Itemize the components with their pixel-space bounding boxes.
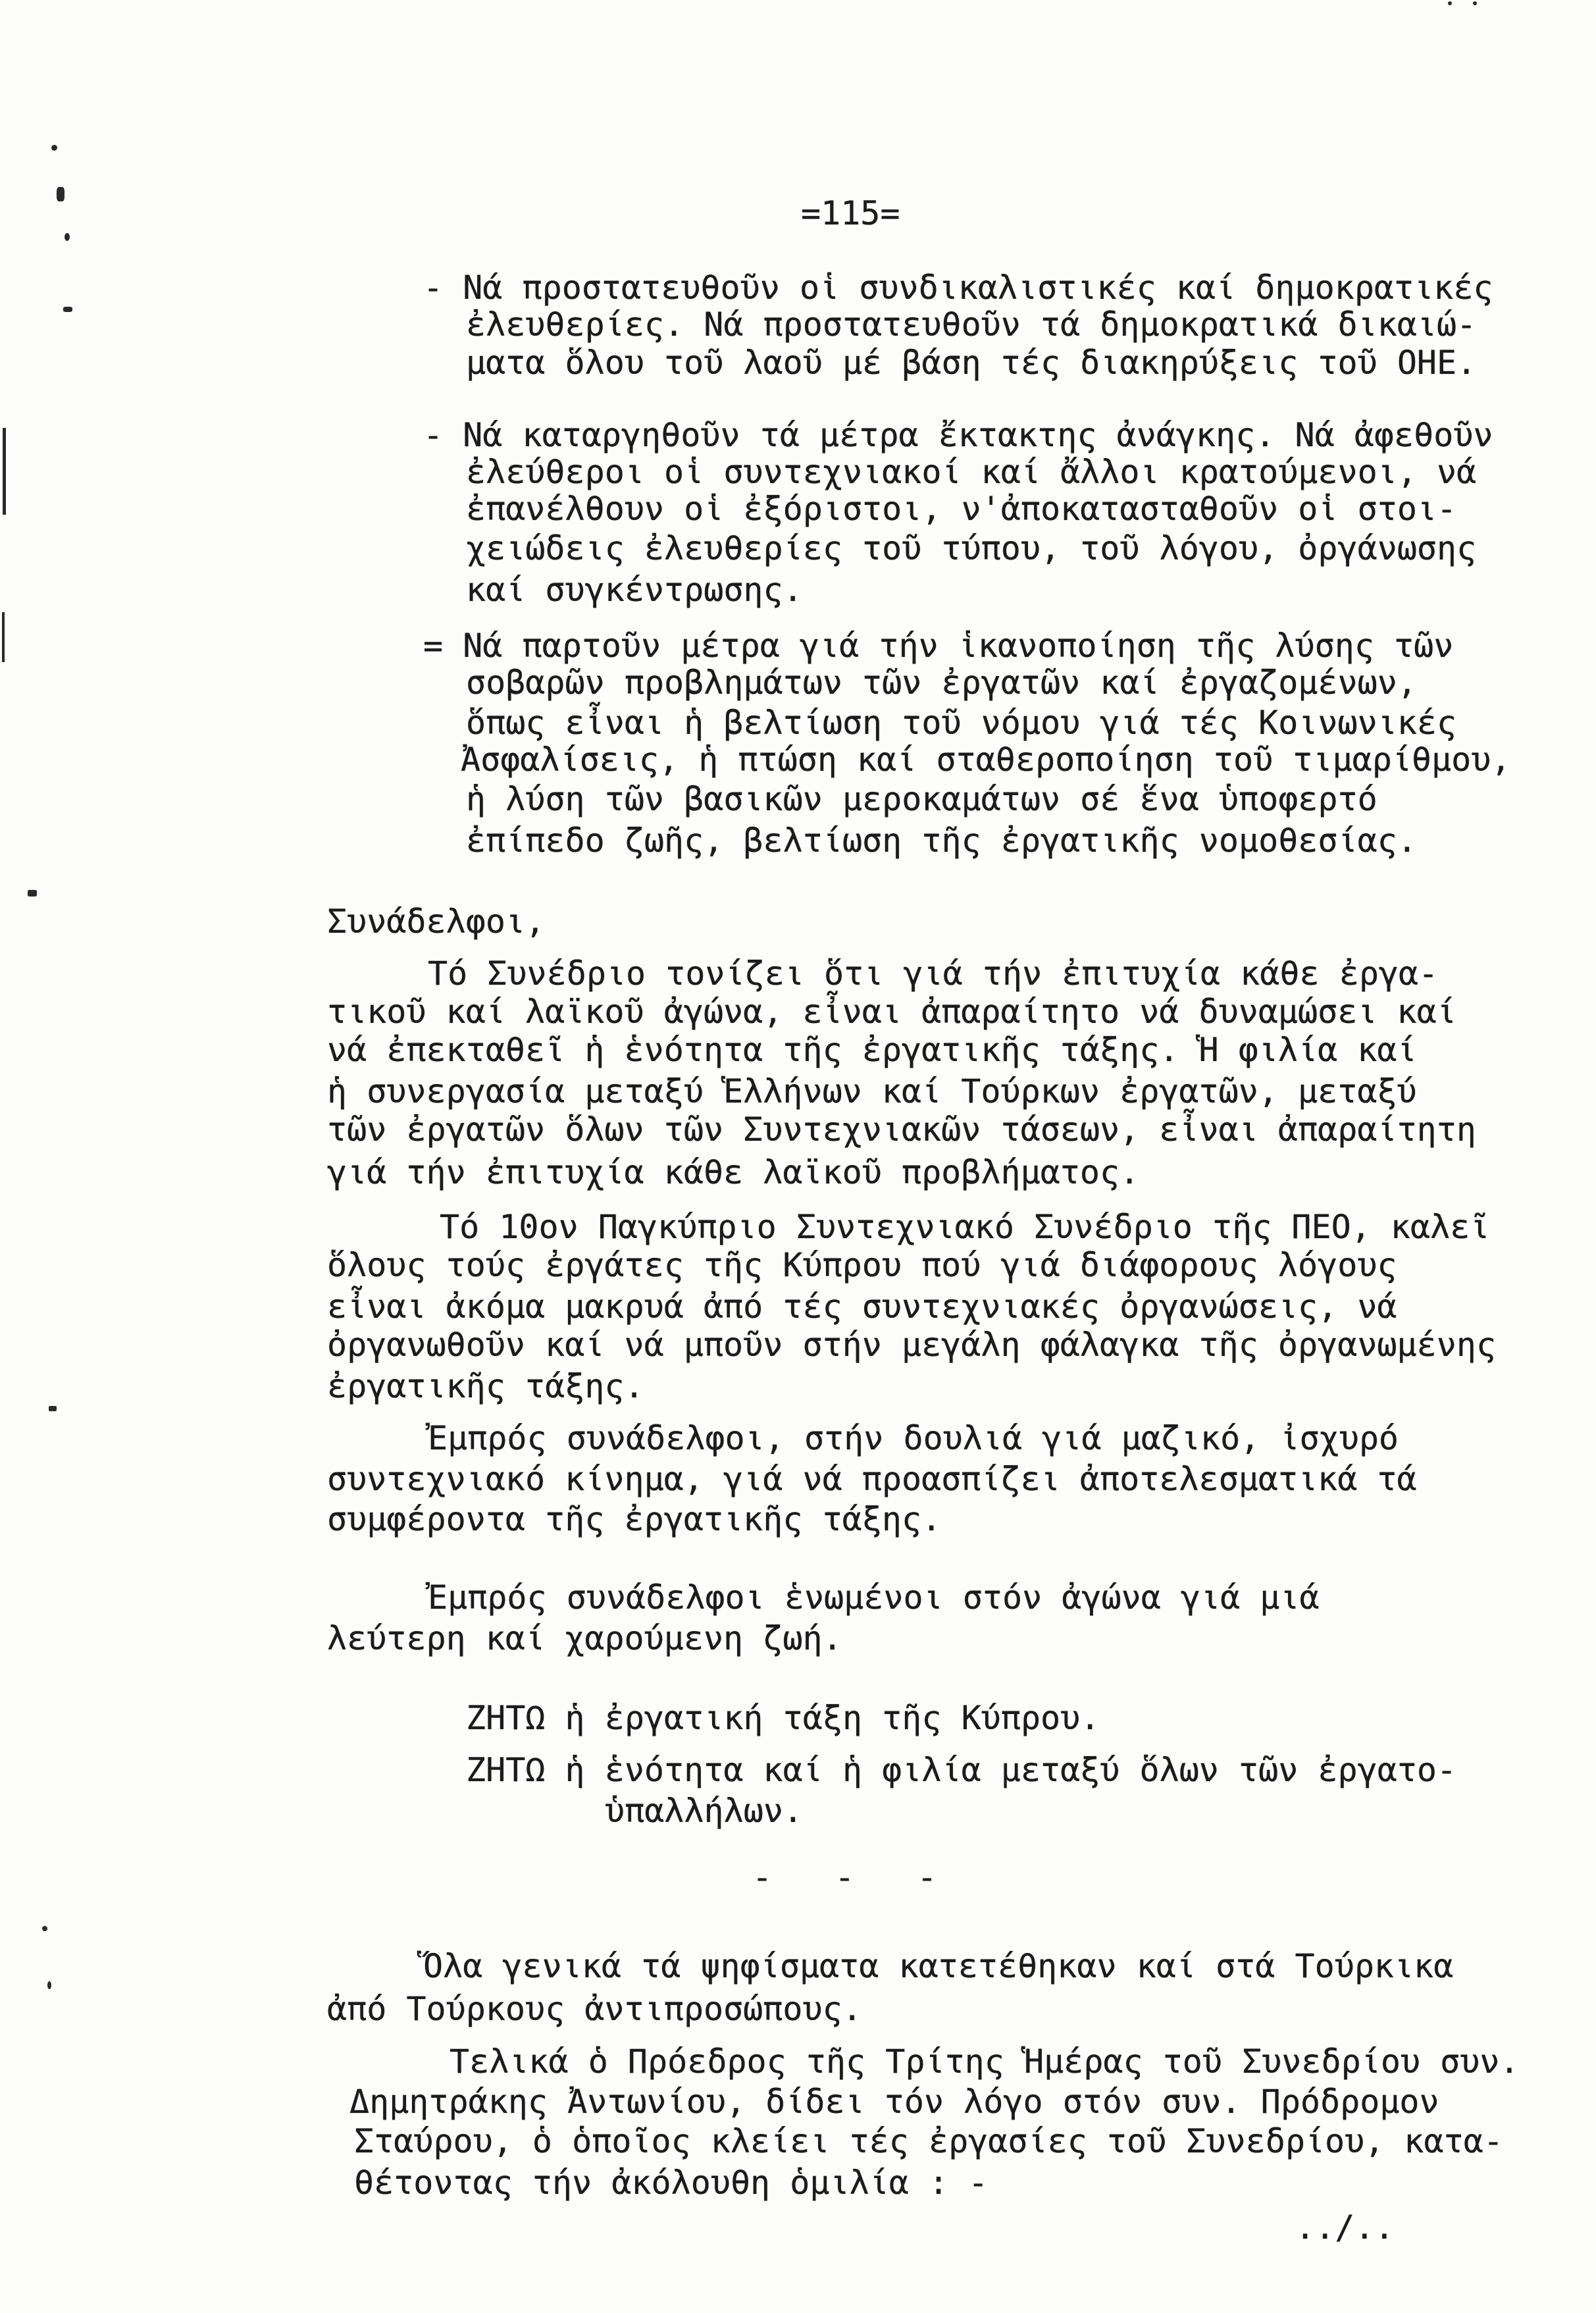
paragraph-line: νά ἐπεκταθεῖ ἡ ἑνότητα τῆς ἐργατικῆς τάξης. Ἡ φιλία καί <box>327 1031 1417 1069</box>
scan-edge-mark <box>3 428 6 515</box>
paragraph-line: γιά τήν ἐπιτυχία κάθε λαϊκοῦ προβλήματος. <box>327 1153 1140 1191</box>
scan-speck <box>42 1926 47 1931</box>
paragraph-line: Σταύρου, ὁ ὁποῖος κλείει τές ἐργασίες τοῦ Συνεδρίου, κατα- <box>354 2122 1503 2160</box>
scan-speck <box>57 187 64 201</box>
paragraph-line: Τό Συνέδριο τονίζει ὅτι γιά τήν ἐπιτυχία κάθε ἐργα- <box>428 954 1439 993</box>
paragraph-line: Ἐμπρός συνάδελφοι ἑνωμένοι στόν ἀγώνα γιά μιά <box>428 1578 1320 1617</box>
paragraph-line: θέτοντας τήν ἀκόλουθη ὁμιλία : - <box>354 2164 989 2202</box>
paragraph-line: συμφέροντα τῆς ἐργατικῆς τάξης. <box>327 1500 942 1538</box>
slogan-line: ΖΗΤΩ ἡ ἑνότητα καί ἡ φιλία μεταξύ ὅλων τῶν ἐργατο- <box>466 1751 1457 1789</box>
demand-line: καί συγκέντρωσης. <box>466 571 803 609</box>
scan-speck <box>47 1981 51 1989</box>
demand-line: ματα ὅλου τοῦ λαοῦ μέ βάση τές διακηρύξεις τοῦ ΟΗΕ. <box>466 344 1477 382</box>
paragraph-line: τῶν ἐργατῶν ὅλων τῶν Συντεχνιακῶν τάσεων, εἶναι ἀπαραίτητη <box>327 1110 1476 1149</box>
paragraph-line: ἐργατικῆς τάξης. <box>327 1367 644 1405</box>
paragraph-line: εἶναι ἀκόμα μακρυά ἀπό τές συντεχνιακές ὀργανώσεις, νά <box>327 1287 1397 1326</box>
demand-line: ἐπανέλθουν οἱ ἐξόριστοι, ν'ἀποκατασταθοῦν οἱ στοι- <box>466 490 1457 528</box>
slogan-line: ΖΗΤΩ ἡ ἐργατική τάξη τῆς Κύπρου. <box>466 1699 1100 1737</box>
paragraph-line: ὅλους τούς ἐργάτες τῆς Κύπρου πού γιά διάφορους λόγους <box>327 1246 1397 1284</box>
demand-line: = Νά παρτοῦν μέτρα γιά τήν ἱκανοποίηση τῆς λύσης τῶν <box>423 627 1454 665</box>
scan-speck <box>28 890 37 897</box>
paragraph-line: Τελικά ὁ Πρόεδρος τῆς Τρίτης Ἡμέρας τοῦ Συνεδρίου συν. <box>450 2042 1520 2081</box>
section-separator: - - - <box>752 1858 937 1896</box>
demand-line: - Νά προστατευθοῦν οἱ συνδικαλιστικές καί δημοκρατικές <box>423 269 1493 307</box>
scan-speck <box>1473 1 1477 5</box>
paragraph-line: συντεχνιακό κίνημα, γιά νά προασπίζει ἀποτελεσματικά τά <box>327 1460 1417 1498</box>
demand-line: - Νά καταργηθοῦν τά μέτρα ἔκτακτης ἀνάγκης. Νά ἀφεθοῦν <box>423 416 1493 454</box>
demand-line: χειώδεις ἐλευθερίες τοῦ τύπου, τοῦ λόγου, ὀργάνωσης <box>466 529 1477 567</box>
paragraph-line: λεύτερη καί χαρούμενη ζωή. <box>327 1619 842 1657</box>
paragraph-line: Δημητράκης Ἀντωνίου, δίδει τόν λόγο στόν συν. Πρόδρομον <box>349 2083 1439 2121</box>
continued-marker: ../.. <box>1295 2208 1395 2247</box>
scan-speck <box>1448 1 1452 5</box>
slogan-line: ὑπαλλήλων. <box>605 1792 804 1830</box>
scan-speck <box>51 145 57 151</box>
salutation: Συνάδελφοι, <box>327 902 546 941</box>
paragraph-line: ἀπό Τούρκους ἀντιπροσώπους. <box>327 1990 862 2028</box>
paragraph-line: τικοῦ καί λαϊκοῦ ἀγώνα, εἶναι ἀπαραίτητο νά δυναμώσει καί <box>327 993 1456 1031</box>
demand-line: ὅπως εἶναι ἡ βελτίωση τοῦ νόμου γιά τές Κοινωνικές <box>466 704 1457 742</box>
scan-speck <box>63 307 72 312</box>
paragraph-line: Ἐμπρός συνάδελφοι, στήν δουλιά γιά μαζικό, ἰσχυρό <box>428 1419 1399 1457</box>
demand-line: ἡ λύση τῶν βασικῶν μεροκαμάτων σέ ἕνα ὑποφερτό <box>466 780 1377 818</box>
paragraph-line: Ὅλα γενικά τά ψηφίσματα κατετέθηκαν καί στά Τούρκικα <box>423 1947 1454 1985</box>
demand-line: ἐλευθερίες. Νά προστατευθοῦν τά δημοκρατικά δικαιώ- <box>466 305 1477 344</box>
page-number: =115= <box>801 194 900 232</box>
scan-speck <box>64 233 70 241</box>
demand-line: ἐλεύθεροι οἱ συντεχνιακοί καί ἄλλοι κρατούμενοι, νά <box>466 453 1477 491</box>
paragraph-line: ἡ συνεργασία μεταξύ Ἑλλήνων καί Τούρκων ἐργατῶν, μεταξύ <box>327 1072 1417 1110</box>
demand-line: σοβαρῶν προβλημάτων τῶν ἐργατῶν καί ἐργαζομένων, <box>466 663 1417 702</box>
demand-line: ἐπίπεδο ζωῆς, βελτίωση τῆς ἐργατικῆς νομοθεσίας. <box>466 821 1417 860</box>
paragraph-line: ὀργανωθοῦν καί νά μποῦν στήν μεγάλη φάλαγκα τῆς ὀργανωμένης <box>327 1326 1497 1364</box>
scan-speck <box>49 1406 57 1411</box>
paragraph-line: Τό 10ον Παγκύπριο Συντεχνιακό Συνέδριο τῆς ΠΕΟ, καλεῖ <box>440 1208 1490 1246</box>
demand-line: Ἀσφαλίσεις, ἡ πτώση καί σταθεροποίηση τοῦ τιμαρίθμου, <box>461 741 1511 779</box>
scan-edge-mark <box>2 612 5 662</box>
